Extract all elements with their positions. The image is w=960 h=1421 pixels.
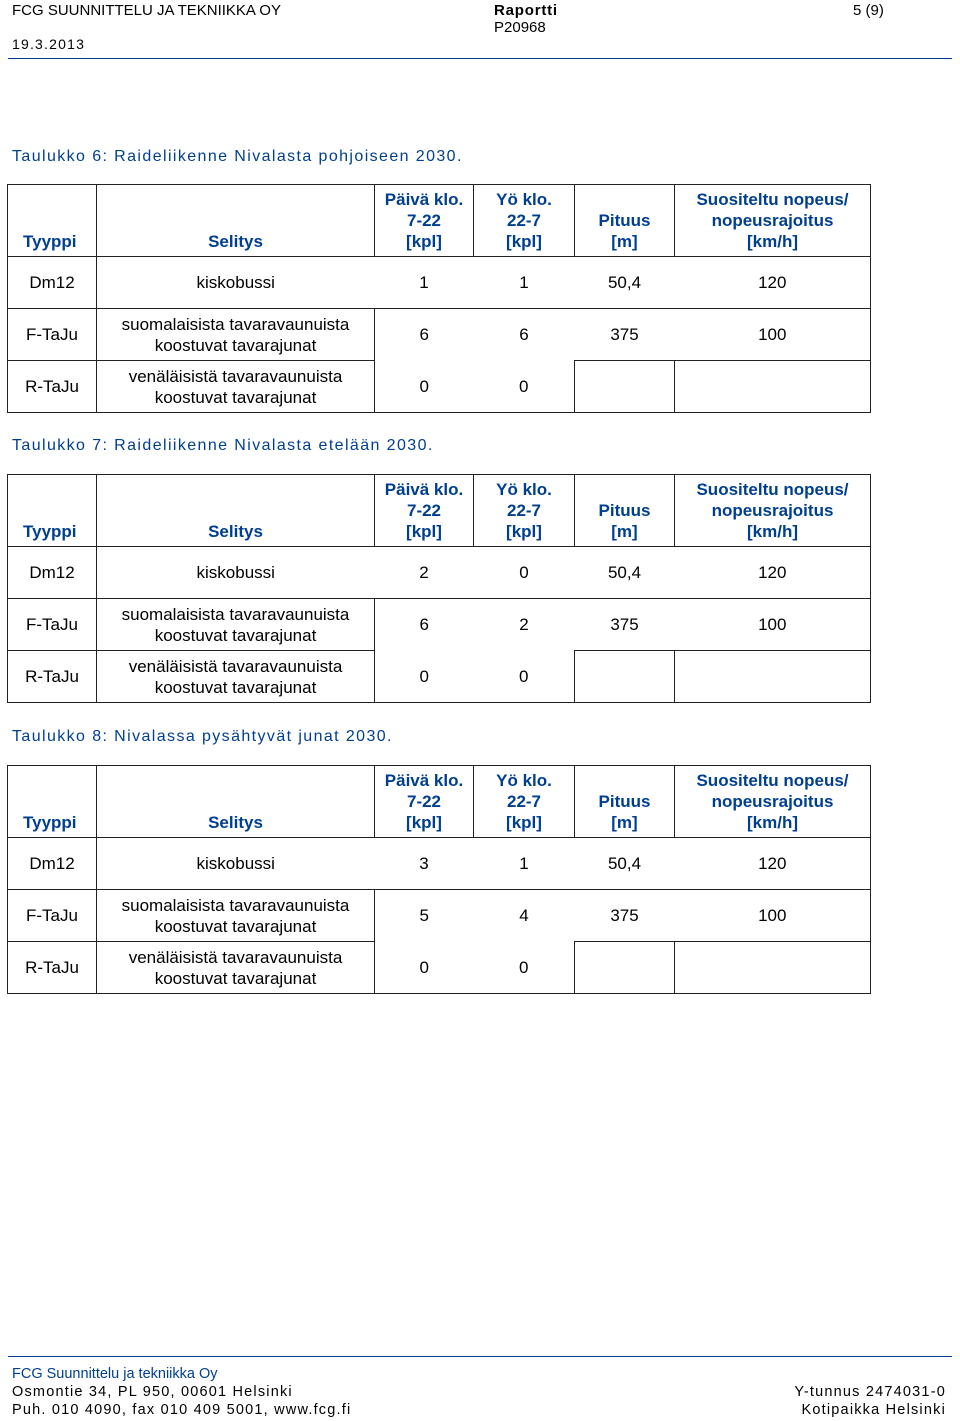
cell-empty: [675, 361, 871, 413]
table-row: [8, 309, 871, 361]
header-type: Tyyppi: [8, 766, 97, 838]
footer-address: Osmontie 34, PL 950, 00601 Helsinki: [12, 1384, 293, 1400]
header-night: Yö klo. 22-7 [kpl]: [474, 766, 575, 838]
header-type: Tyyppi: [8, 185, 97, 257]
table-row: [8, 890, 871, 942]
document-date: 19.3.2013: [12, 36, 86, 52]
cell-speed: 120: [675, 838, 871, 890]
cell-day: 5: [375, 890, 474, 942]
header-type: Tyyppi: [8, 475, 97, 547]
cell-length: 375: [575, 890, 675, 942]
table-caption: Taulukko 7: Raideliikenne Nivalasta etelään 2030.: [12, 437, 434, 454]
header-length: Pituus [m]: [575, 185, 675, 257]
cell-day: 1: [375, 257, 474, 309]
data-table: [7, 765, 871, 994]
cell-empty: [575, 651, 675, 703]
cell-description: kiskobussi: [97, 838, 375, 890]
cell-length: 50,4: [575, 547, 675, 599]
cell-night: 0: [474, 547, 575, 599]
header-day: Päivä klo. 7-22 [kpl]: [375, 475, 474, 547]
cell-day: 0: [375, 942, 474, 994]
cell-day: 3: [375, 838, 474, 890]
cell-empty: [575, 361, 675, 413]
table-row: [8, 942, 871, 994]
cell-description: venäläisistä tavaravaunuista koostuvat tavarajunat: [97, 651, 375, 703]
document-type: Raportti: [494, 2, 558, 19]
header-day: Päivä klo. 7-22 [kpl]: [375, 766, 474, 838]
cell-speed: 100: [675, 890, 871, 942]
cell-type: Dm12: [8, 838, 97, 890]
table-row: [8, 257, 871, 309]
table-caption: Taulukko 6: Raideliikenne Nivalasta pohjoiseen 2030.: [12, 148, 463, 165]
cell-type: R-TaJu: [8, 942, 97, 994]
cell-day: 0: [375, 361, 474, 413]
header-description: Selitys: [97, 185, 375, 257]
header-night: Yö klo. 22-7 [kpl]: [474, 185, 575, 257]
table-row: [8, 547, 871, 599]
footer-rule: [8, 1356, 952, 1357]
cell-description: suomalaisista tavaravaunuista koostuvat tavarajunat: [97, 890, 375, 942]
cell-description: kiskobussi: [97, 257, 375, 309]
table-row: [8, 651, 871, 703]
cell-length: 375: [575, 309, 675, 361]
cell-night: 0: [474, 651, 575, 703]
table-caption: Taulukko 8: Nivalassa pysähtyvät junat 2030.: [12, 728, 393, 745]
footer-domicile: Kotipaikka Helsinki: [801, 1402, 946, 1418]
cell-type: F-TaJu: [8, 890, 97, 942]
cell-type: Dm12: [8, 257, 97, 309]
cell-description: kiskobussi: [97, 547, 375, 599]
header-length: Pituus [m]: [575, 475, 675, 547]
cell-length: 50,4: [575, 838, 675, 890]
cell-description: venäläisistä tavaravaunuista koostuvat tavarajunat: [97, 942, 375, 994]
cell-speed: 100: [675, 309, 871, 361]
cell-night: 4: [519, 906, 529, 926]
cell-type: R-TaJu: [8, 361, 97, 413]
header-day: Päivä klo. 7-22 [kpl]: [375, 185, 474, 257]
table-row: [8, 599, 871, 651]
cell-type: R-TaJu: [8, 651, 97, 703]
cell-night: 1: [474, 257, 575, 309]
data-table: [7, 474, 871, 703]
cell-night: 0: [474, 942, 575, 994]
cell-night: 6: [519, 325, 529, 345]
cell-day: 0: [375, 651, 474, 703]
cell-description: venäläisistä tavaravaunuista koostuvat tavarajunat: [97, 361, 375, 413]
footer-business-id: Y-tunnus 2474031-0: [794, 1384, 946, 1400]
cell-day: 2: [375, 547, 474, 599]
header-description: Selitys: [97, 475, 375, 547]
cell-type: F-TaJu: [8, 309, 97, 361]
header-length: Pituus [m]: [575, 766, 675, 838]
header-rule: [8, 58, 952, 59]
header-night: Yö klo. 22-7 [kpl]: [474, 475, 575, 547]
cell-type: F-TaJu: [8, 599, 97, 651]
table-row: [8, 838, 871, 890]
footer-company: FCG Suunnittelu ja tekniikka Oy: [12, 1366, 218, 1382]
cell-type: Dm12: [8, 547, 97, 599]
cell-description: suomalaisista tavaravaunuista koostuvat tavarajunat: [97, 599, 375, 651]
cell-length: 50,4: [575, 257, 675, 309]
cell-night: 0: [474, 361, 575, 413]
header-speed: Suositeltu nopeus/ nopeusrajoitus [km/h]: [675, 185, 871, 257]
cell-day: 6: [375, 309, 474, 361]
cell-night: 2: [519, 615, 529, 635]
cell-length: 375: [575, 599, 675, 651]
cell-night: 1: [474, 838, 575, 890]
table-row: [8, 361, 871, 413]
cell-day: 6: [375, 599, 474, 651]
cell-speed: 100: [675, 599, 871, 651]
header-speed: Suositeltu nopeus/ nopeusrajoitus [km/h]: [675, 475, 871, 547]
company-name: FCG SUUNNITTELU JA TEKNIIKKA OY: [12, 2, 281, 19]
cell-empty: [675, 942, 871, 994]
header-description: Selitys: [97, 766, 375, 838]
cell-empty: [675, 651, 871, 703]
cell-speed: 120: [675, 257, 871, 309]
footer-contact: Puh. 010 4090, fax 010 409 5001, www.fcg.fi: [12, 1402, 352, 1418]
data-table: [7, 184, 871, 413]
page-number: 5 (9): [853, 2, 884, 19]
header-speed: Suositeltu nopeus/ nopeusrajoitus [km/h]: [675, 766, 871, 838]
document-number: P20968: [494, 19, 546, 36]
cell-speed: 120: [675, 547, 871, 599]
page-header: [0, 0, 960, 60]
cell-empty: [575, 942, 675, 994]
cell-description: suomalaisista tavaravaunuista koostuvat tavarajunat: [97, 309, 375, 361]
